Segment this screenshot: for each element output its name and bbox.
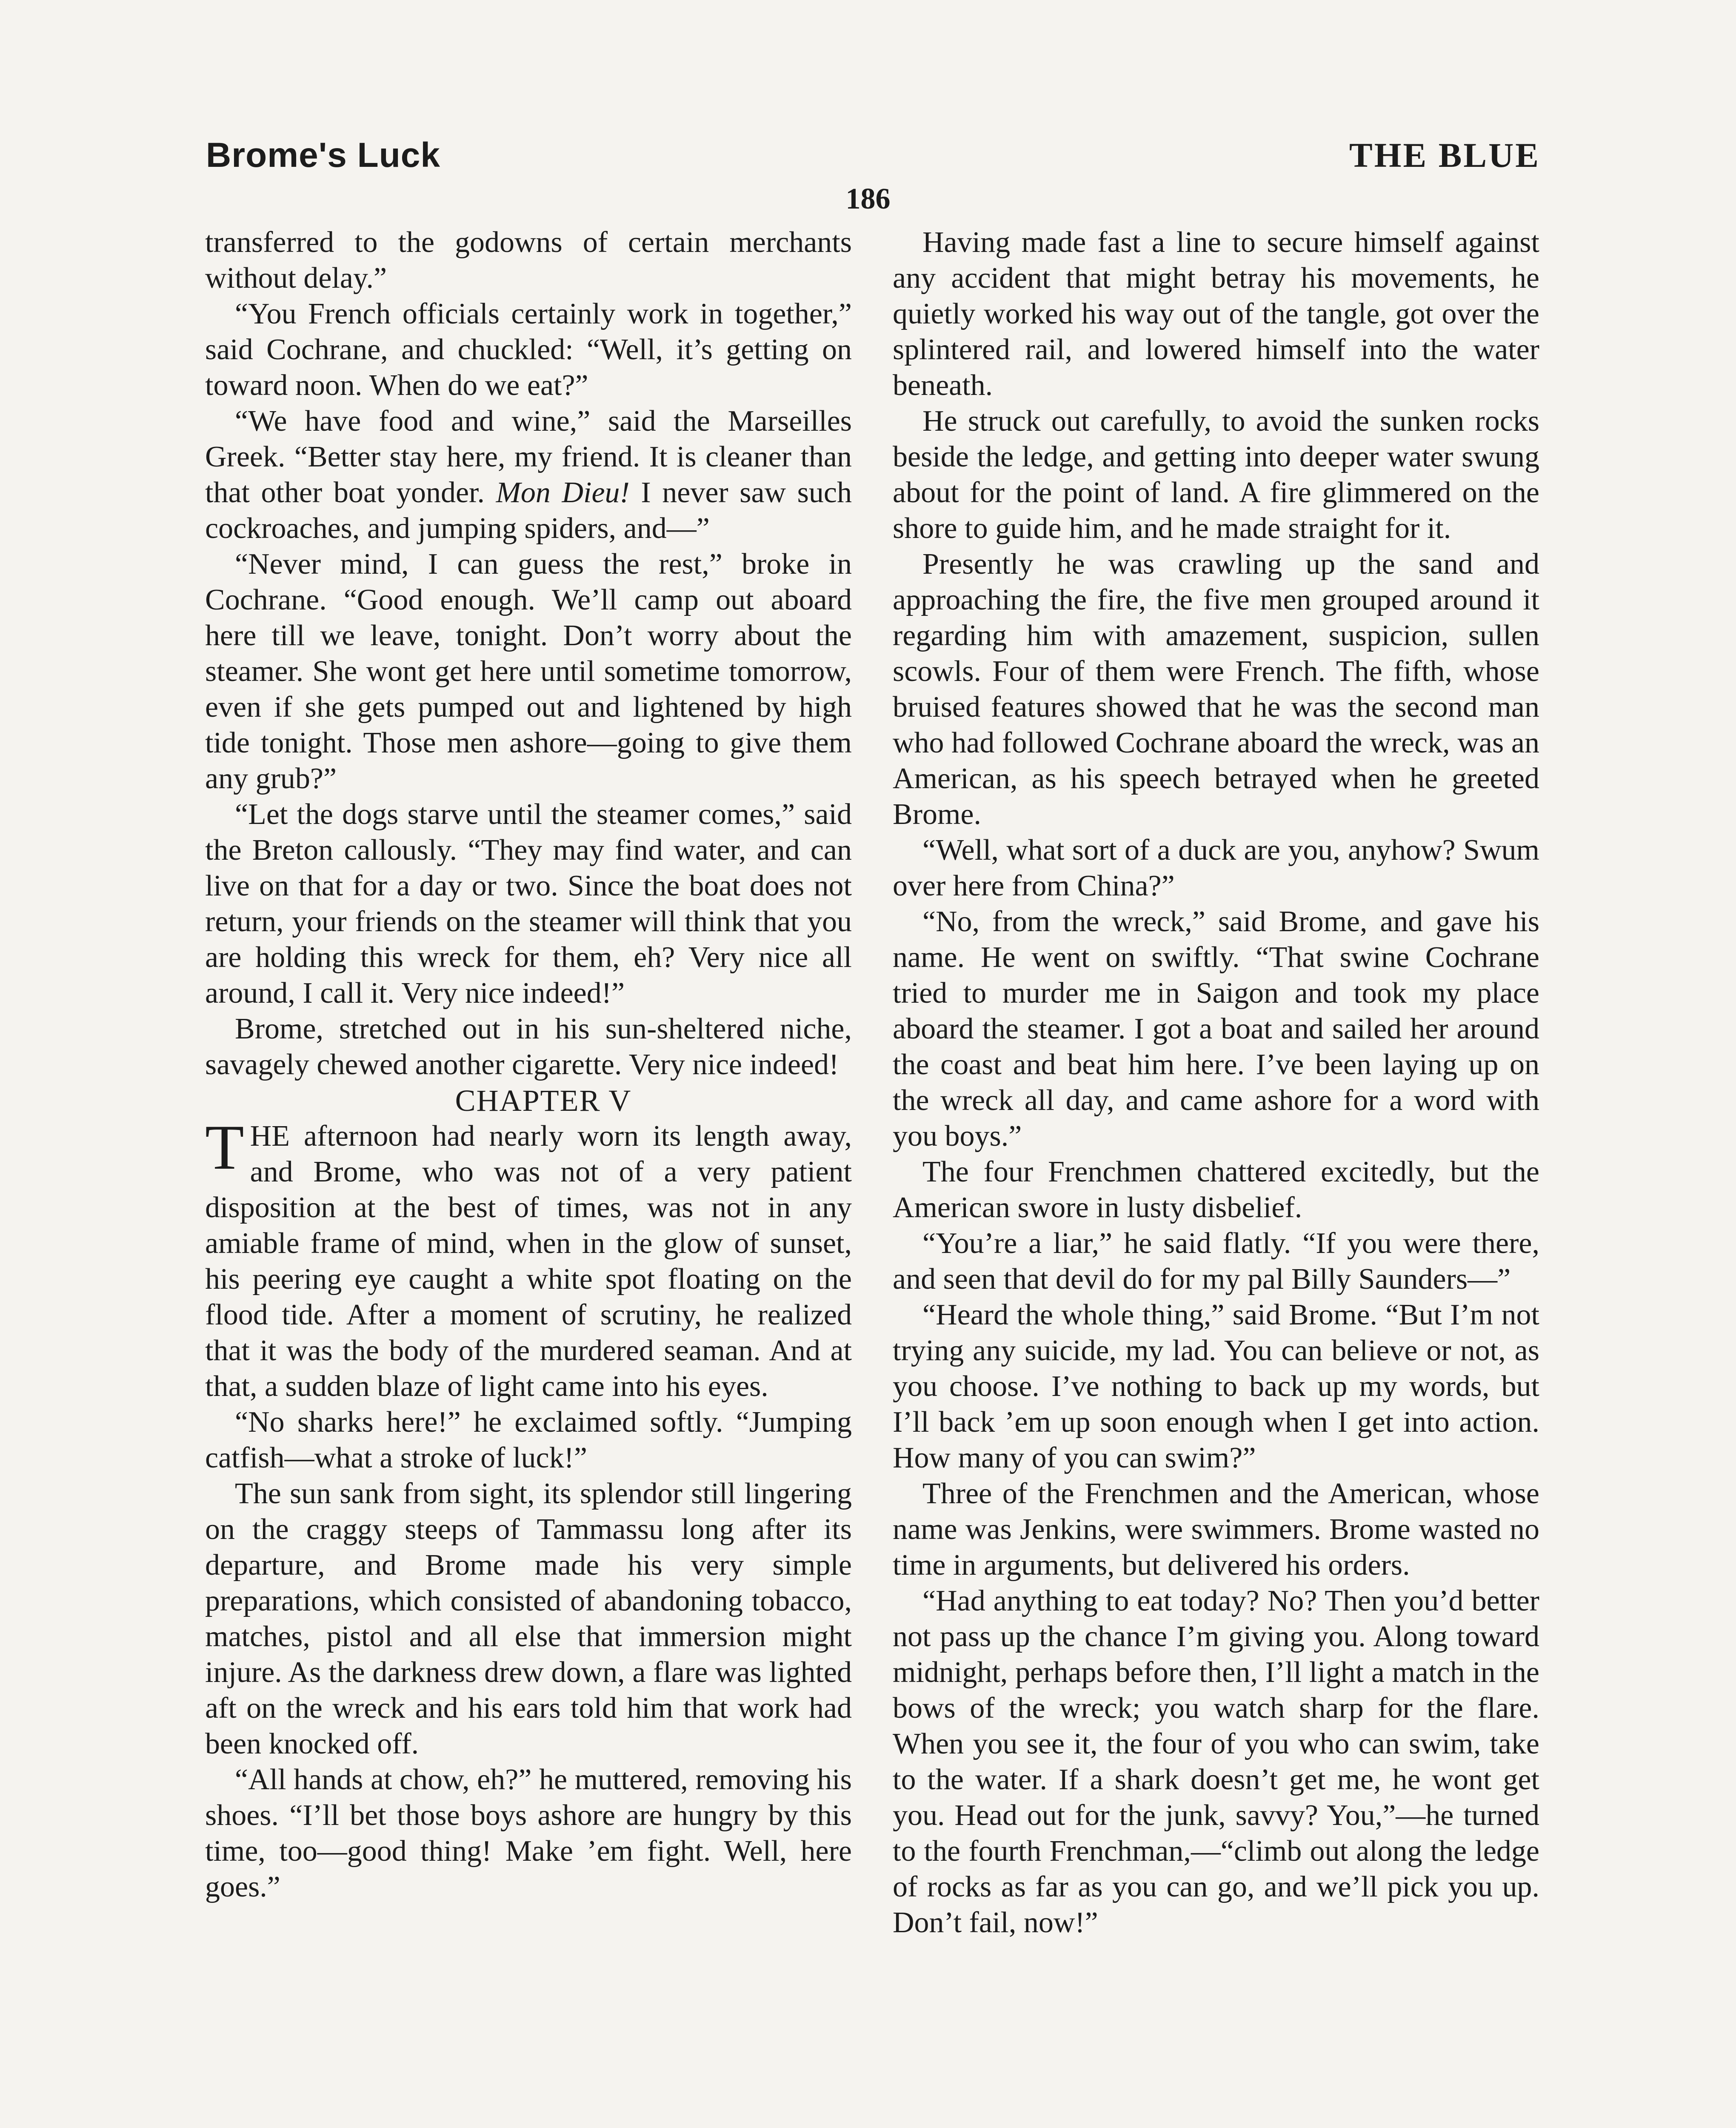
paragraph: “No sharks here!” he exclaimed softly. “Jumping catfish—what a stroke of luck!” bbox=[205, 1406, 852, 1474]
paragraph: The sun sank from sight, its splendor still lingering on the craggy steeps of Tammassu long after its departure, and Brome made his very simple preparations, which consisted of abandoning tobacco, matches, pistol and all else that immersion might injure. As the darkness drew down, a flare was lighted aft on the wreck and his ears told him that work had been knocked off. bbox=[205, 1477, 852, 1760]
paragraph: Having made fast a line to secure himself against any accident that might betray his movements, he quietly worked his way out of the tangle, got over the splintered rail, and lowered himself into the water beneath. bbox=[893, 226, 1539, 402]
paragraph: “You’re a liar,” he said flatly. “If you were there, and seen that devil do for my pal Billy Saunders—” bbox=[893, 1227, 1539, 1296]
running-head-story-title: Brome's Luck bbox=[206, 136, 441, 174]
paragraph: “Well, what sort of a duck are you, anyhow? Swum over here from China?” bbox=[893, 834, 1539, 902]
drop-cap: T bbox=[205, 1112, 244, 1183]
paragraph: Presently he was crawling up the sand and approaching the fire, the five men grouped around it regarding him with amazement, suspicion, sullen scowls. Four of them were French. The fifth, whose bruised features showed that he was the second man who had followed Cochrane aboard the wreck, was an American, as his speech betrayed when he greeted Brome. bbox=[893, 548, 1539, 831]
paragraph-text: I never saw such cockroaches, and jumping spiders, and—” bbox=[205, 476, 852, 545]
paragraph: transferred to the godowns of certain merchants without delay.” bbox=[205, 226, 852, 295]
paragraph: “You French officials certainly work in together,” said Cochrane, and chuckled: “Well, it’s getting on toward noon. When do we eat?” bbox=[205, 297, 852, 402]
paragraph: He struck out carefully, to avoid the sunken rocks beside the ledge, and getting into deeper water swung about for the point of land. A fire glimmered on the shore to guide him, and he made straight for it. bbox=[893, 405, 1539, 545]
right-column bbox=[893, 225, 1539, 1941]
paragraph: “All hands at chow, eh?” he muttered, removing his shoes. “I’ll bet those boys ashore are hungry by this time, too—good thing! Make ’em fight. Well, here goes.” bbox=[205, 1763, 852, 1903]
left-column bbox=[205, 225, 852, 1905]
italic-phrase: Mon Dieu! bbox=[496, 476, 630, 509]
running-head-magazine-title: THE BLUE bbox=[1349, 136, 1540, 174]
paragraph: Brome, stretched out in his sun-sheltered niche, savagely chewed another cigarette. Very nice indeed! bbox=[205, 1013, 852, 1081]
paragraph bbox=[205, 403, 852, 546]
paragraph-text: “We have food and wine,” said the Marseilles Greek. “Better stay here, my friend. It is cleaner than that other boat yonder. bbox=[205, 405, 852, 509]
paragraph: “Let the dogs starve until the steamer comes,” said the Breton callously. “They may find water, and can live on that for a day or two. Since the boat does not return, your friends on the steamer will think that you are holding this wreck for them, eh? Very nice all around, I call it. Very nice indeed!” bbox=[205, 798, 852, 1010]
paragraph-text: HE afternoon had nearly worn its length away, and Brome, who was not of a very patient disposition at the best of times, was not in any amiable frame of mind, when in the glow of sunset, his peering eye caught a white spot floating on the flood tide. After a moment of scrutiny, he realized that it was the body of the murdered seaman. And at that, a sudden blaze of light came into his eyes. bbox=[205, 1120, 852, 1403]
chapter-heading: CHAPTER V bbox=[455, 1084, 632, 1118]
page-number: 186 bbox=[845, 183, 891, 215]
chapter-opening-paragraph bbox=[205, 1112, 852, 1404]
paragraph: “Had anything to eat today? No? Then you’d better not pass up the chance I’m giving you. Along toward midnight, perhaps before then, I’ll light a match in the bows of the wreck; you watch sharp for the flare. When you see it, the four of you who can swim, take to the water. If a shark doesn’t get me, he wont get you. Head out for the junk, savvy? You,”—he turned to the fourth Frenchman,—“climb out along the ledge of rocks as far as you can go, and we’ll pick you up. Don’t fail, now!” bbox=[893, 1585, 1539, 1939]
paragraph: “No, from the wreck,” said Brome, and gave his name. He went on swiftly. “That swine Cochrane tried to murder me in Saigon and took my place aboard the steamer. I got a boat and sailed her around the coast and beat him here. I’ve been laying up on the wreck all day, and came ashore for a word with you boys.” bbox=[893, 905, 1539, 1153]
paragraph: Three of the Frenchmen and the American, whose name was Jenkins, were swimmers. Brome wasted no time in arguments, but delivered his orders. bbox=[893, 1477, 1539, 1582]
paragraph: “Never mind, I can guess the rest,” broke in Cochrane. “Good enough. We’ll camp out aboard here till we leave, tonight. Don’t worry about the steamer. She wont get here until sometime tomorrow, even if she gets pumped out and lightened by high tide tonight. Those men ashore—going to give them any grub?” bbox=[205, 548, 852, 795]
paragraph: The four Frenchmen chattered excitedly, but the American swore in lusty disbelief. bbox=[893, 1156, 1539, 1224]
paragraph: “Heard the whole thing,” said Brome. “But I’m not trying any suicide, my lad. You can believe or not, as you choose. I’ve nothing to back up my words, but I’ll back ’em up soon enough when I get into action. How many of you can swim?” bbox=[893, 1299, 1539, 1474]
